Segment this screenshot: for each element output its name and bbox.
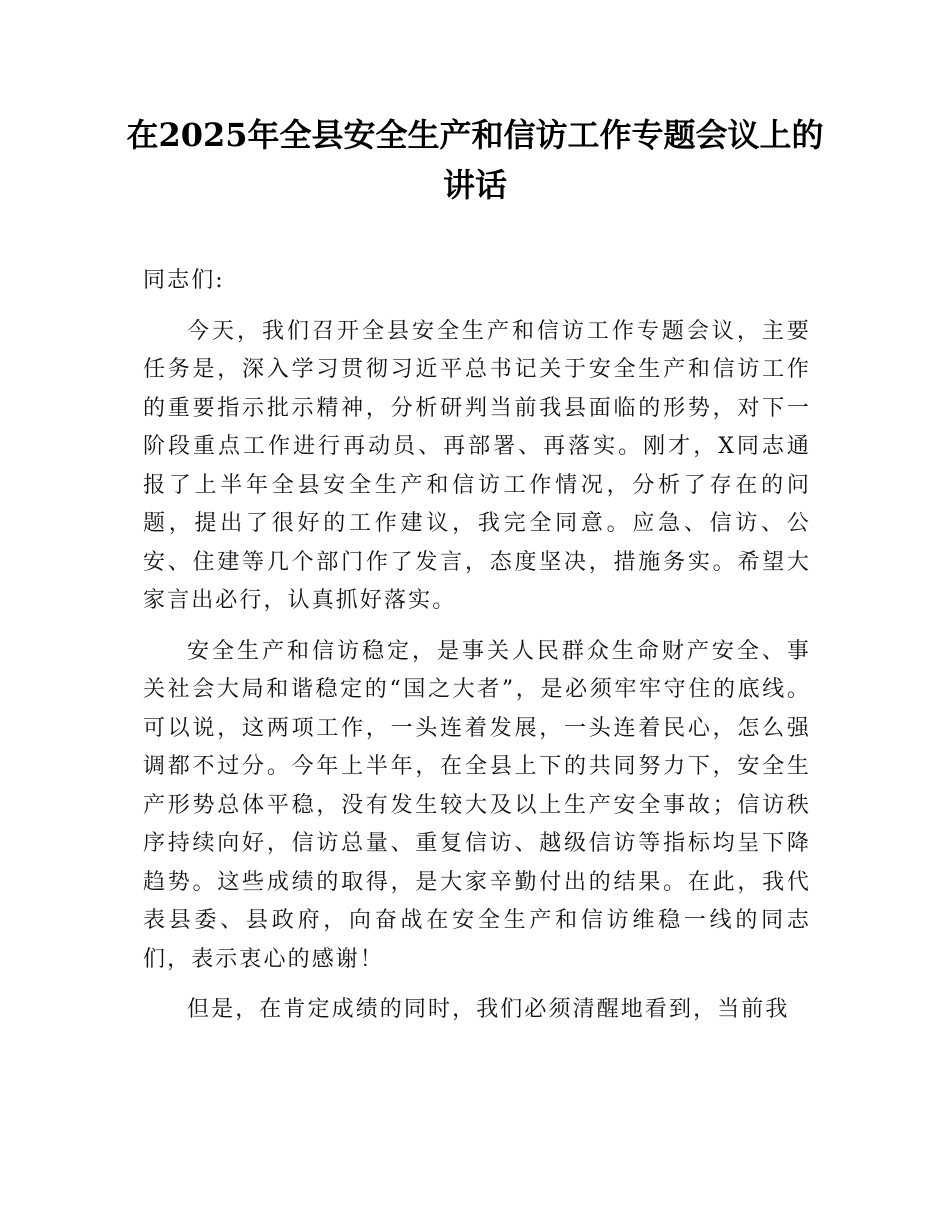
salutation: 同志们: [143,268,225,293]
document-body [143,262,811,1042]
paragraph-3: 但是，在肯定成绩的同时，我们必须清醒地看到，当前我 [187,997,790,1022]
paragraph-2: 安全生产和信访稳定，是事关人民群众生命财产安全、事关社会大局和谐稳定的“国之大者”，是必须牢牢守住的底线。可以说，这两项工作，一头连着发展，一头连着民心，怎么强调都不过分。今年上半年，在全县上下的共同努力下，安全生产形势总体平稳，没有发生较大及以上生产安全事故；信访秩序持续向好，信访总量、重复信访、越级信访等指标均呈下降趋势。这些成绩的取得，是大家辛勤付出的结果。在此，我代表县委、县政府，向奋战在安全生产和信访维稳一线的同志们，表示衷心的感谢！ [143,638,811,972]
paragraph-1: 今天，我们召开全县安全生产和信访工作专题会议，主要任务是，深入学习贯彻习近平总书记关于安全生产和信访工作的重要指示批示精神，分析研判当前我县面临的形势，对下一阶段重点工作进行再动员、再部署、再落实。刚才，X同志通报了上半年全县安全生产和信访工作情况，分析了存在的问题，提出了很好的工作建议，我完全同意。应急、信访、公安、住建等几个部门作了发言，态度坚决，措施务实。希望大家言出必行，认真抓好落实。 [143,318,811,613]
document-title: 在2025年全县安全生产和信访工作专题会议上的讲话 [126,116,824,204]
